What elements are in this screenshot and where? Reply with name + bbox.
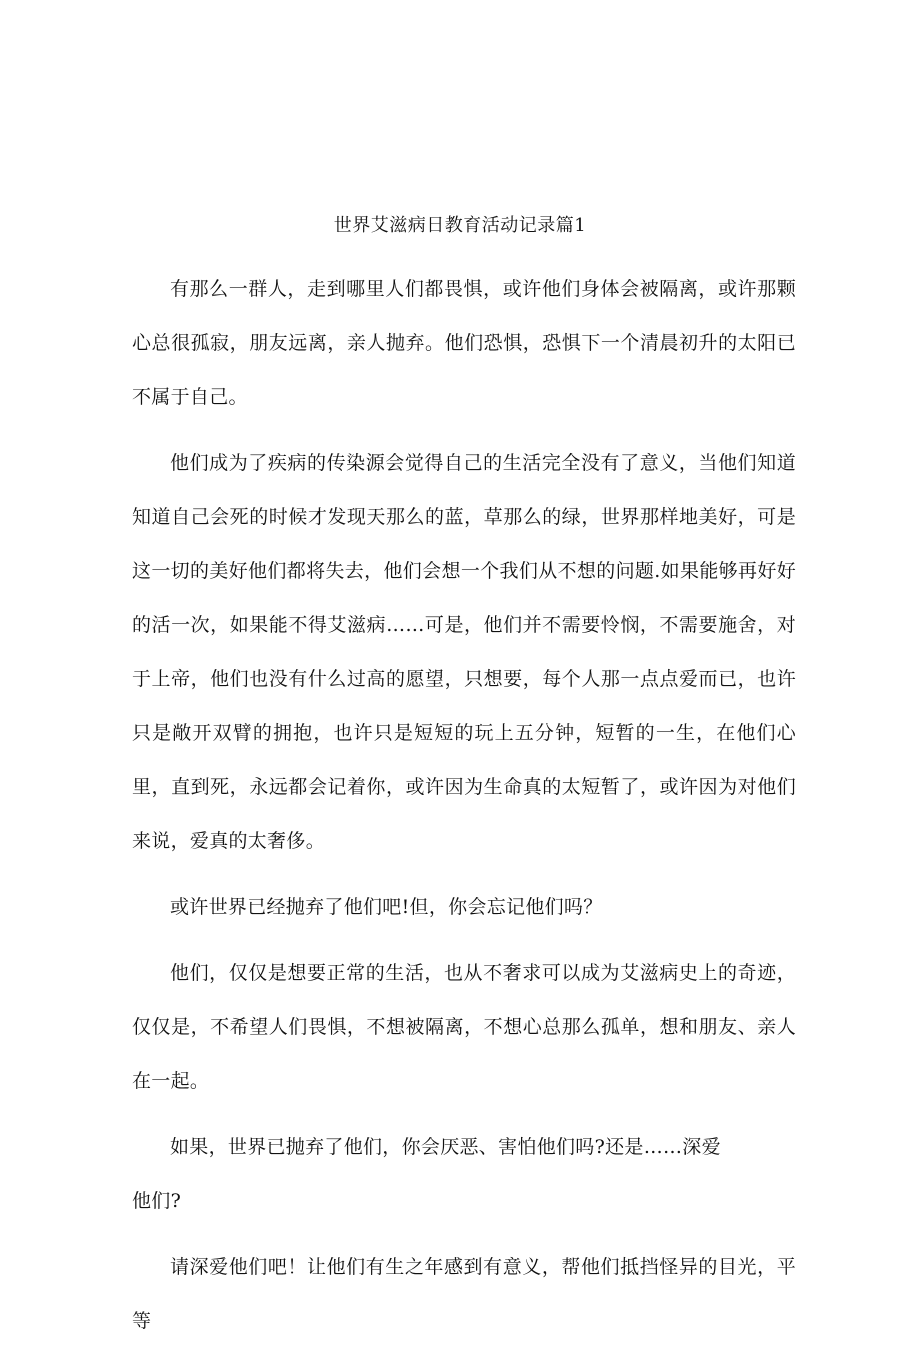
document-body: [132, 262, 796, 1348]
paragraph-5: 如果，世界已抛弃了他们，你会厌恶、害怕他们吗?还是……深爱: [170, 1136, 721, 1158]
document-title: 世界艾滋病日教育活动记录篇1: [333, 215, 587, 236]
paragraph-4: 他们，仅仅是想要正常的生活，也从不奢求可以成为艾滋病史上的奇迹，仅仅是，不希望人们畏惧，不想被隔离，不想心总那么孤单，想和朋友、亲人在一起。: [132, 962, 796, 1092]
paragraph-6: 请深爱他们吧！让他们有生之年感到有意义，帮他们抵挡怪异的目光，平等: [132, 1256, 796, 1332]
paragraph-1: 有那么一群人，走到哪里人们都畏惧，或许他们身体会被隔离，或许那颗心总很孤寂，朋友远离，亲人抛弃。他们恐惧，恐惧下一个清晨初升的太阳已不属于自己。: [132, 278, 796, 408]
paragraph-2: 他们成为了疾病的传染源会觉得自己的生活完全没有了意义，当他们知道知道自己会死的时候才发现天那么的蓝，草那么的绿，世界那样地美好，可是这一切的美好他们都将失去，他们会想一个我们从不想的问题.如果能够再好好的活一次，如果能不得艾滋病……可是，他们并不需要怜悯，不需要施舍，对于上帝，他们也没有什么过高的愿望，只想要，每个人那一点点爱而已，也许只是敞开双臂的拥抱，也许只是短短的玩上五分钟，短暂的一生，在他们心里，直到死，永远都会记着你，或许因为生命真的太短暂了，或许因为对他们来说，爱真的太奢侈。: [132, 452, 796, 852]
paragraph-5-continuation: 他们?: [132, 1190, 182, 1212]
paragraph-3: 或许世界已经抛弃了他们吧!但，你会忘记他们吗？: [170, 896, 603, 918]
